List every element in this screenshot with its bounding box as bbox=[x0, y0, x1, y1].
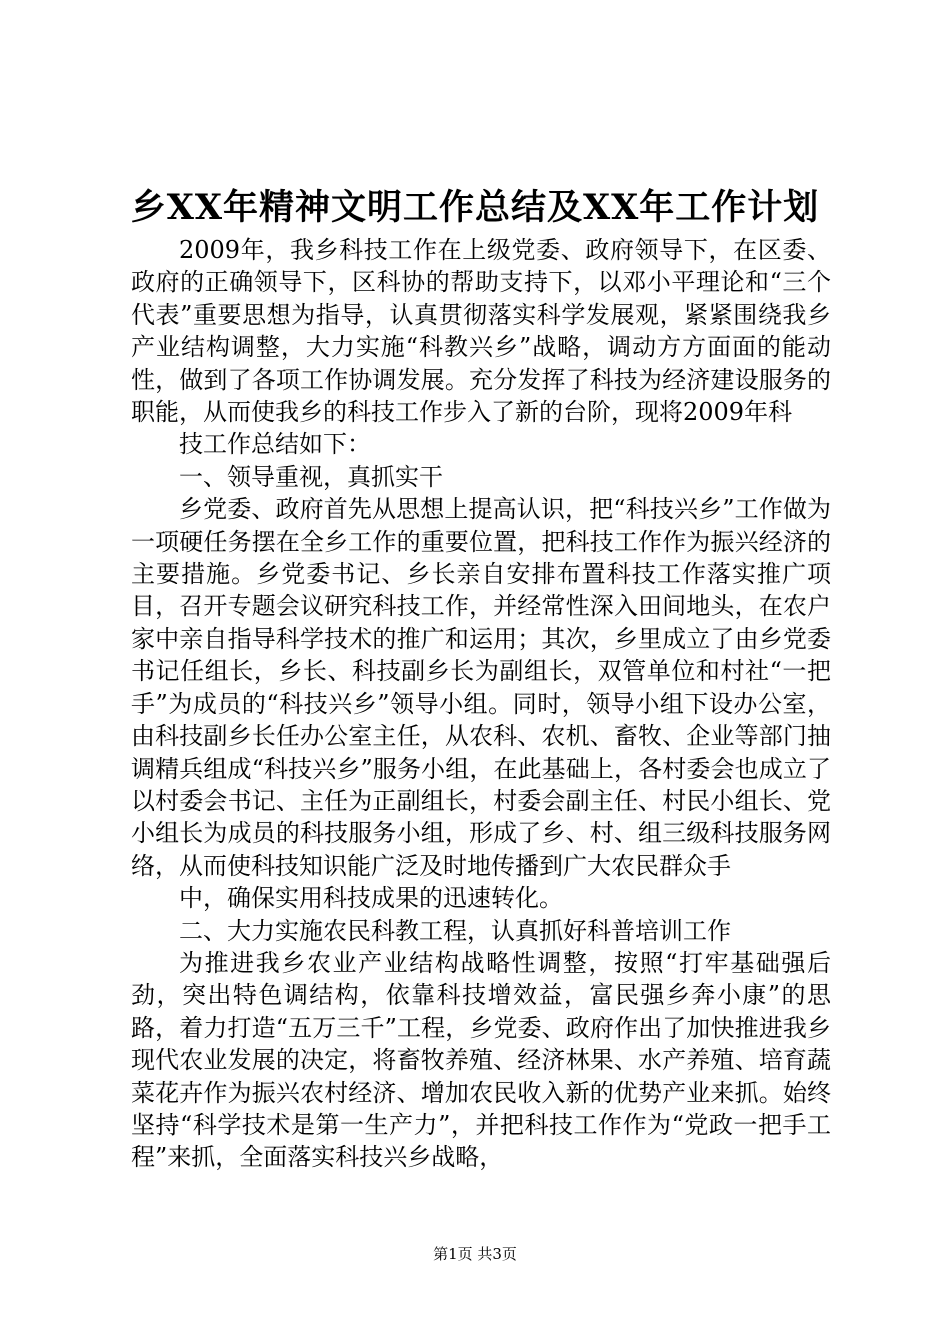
paragraph-section-2: 为推进我乡农业产业结构战略性调整，按照“打牢基础强后劲，突出特色调结构，依靠科技增效益，富民强乡奔小康”的思路，着力打造“五万三千”工程，乡党委、政府作出了加快推进我乡现代农业发展的决定，将畜牧养殖、经济林果、水产养殖、培育蔬菜花卉作为振兴农村经济、增加农民收入新的优势产业来抓。始终坚持“科学技术是第一生产力”，并把科技工作作为“党政一把手工程”来抓，全面落实科技兴乡战略， bbox=[131, 948, 831, 1172]
section-heading-1: 一、领导重视，真抓实干 bbox=[179, 462, 443, 491]
paragraph-intro-continued: 技工作总结如下： bbox=[179, 430, 371, 459]
paragraph-section-1-continued: 中，确保实用科技成果的迅速转化。 bbox=[179, 884, 563, 913]
document-body bbox=[131, 234, 831, 1174]
paragraph-section-1: 乡党委、政府首先从思想上提高认识，把“科技兴乡”工作做为一项硬任务摆在全乡工作的重要位置，把科技工作作为振兴经济的主要措施。乡党委书记、乡长亲自安排布置科技工作落实推广项目，召开专题会议研究科技工作，并经常性深入田间地头，在农户家中亲自指导科学技术的推广和运用；其次，乡里成立了由乡党委书记任组长，乡长、科技副乡长为副组长，双管单位和村社“一把手”为成员的“科技兴乡”领导小组。同时，领导小组下设办公室，由科技副乡长任办公室主任，从农科、农机、畜牧、企业等部门抽调精兵组成“科技兴乡”服务小组，在此基础上，各村委会也成立了以村委会书记、主任为正副组长，村委会副主任、村民小组长、党小组长为成员的科技服务小组，形成了乡、村、组三级科技服务网络，从而使科技知识能广泛及时地传播到广大农民群众手 bbox=[131, 495, 831, 880]
paragraph-intro: 2009年，我乡科技工作在上级党委、政府领导下，在区委、政府的正确领导下，区科协的帮助支持下，以邓小平理论和“三个代表”重要思想为指导，认真贯彻落实科学发展观，紧紧围绕我乡产业结构调整，大力实施“科教兴乡”战略，调动方方面面的能动性，做到了各项工作协调发展。充分发挥了科技为经济建设服务的职能，从而使我乡的科技工作步入了新的台阶，现将2009年科 bbox=[131, 236, 831, 427]
page-number-footer: 第1页 共3页 bbox=[433, 1245, 517, 1263]
document-title: 乡XX年精神文明工作总结及XX年工作计划 bbox=[130, 187, 820, 228]
section-heading-2: 二、大力实施农民科教工程，认真抓好科普培训工作 bbox=[179, 916, 731, 945]
